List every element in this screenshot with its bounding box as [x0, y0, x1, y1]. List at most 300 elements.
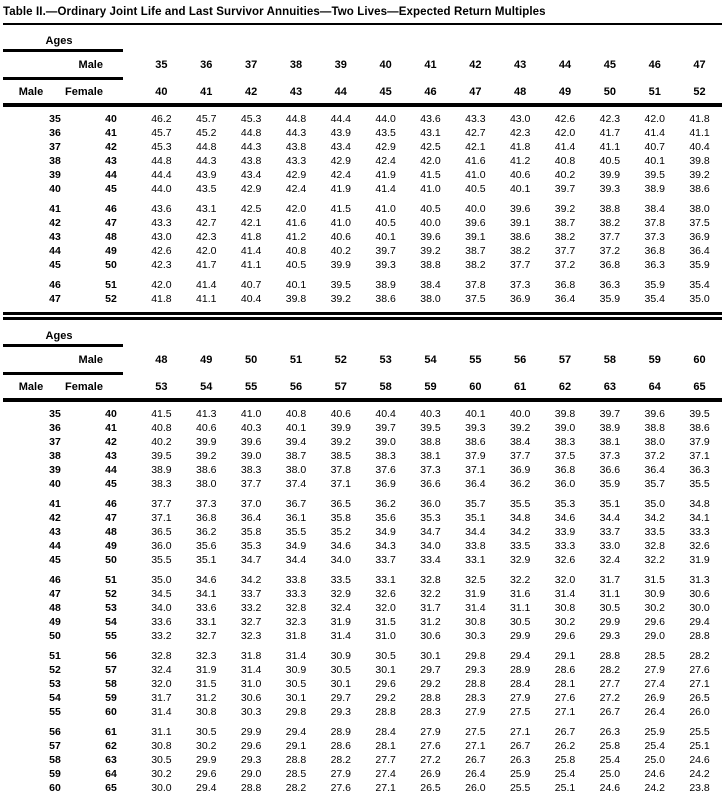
multiple-value-cell: 39.8: [689, 155, 710, 167]
multiple-value-cell: 31.0: [375, 630, 396, 642]
male-age-column-header: 42: [469, 58, 482, 71]
multiple-value-cell: 38.4: [644, 203, 665, 215]
multiple-value-cell: 35.9: [599, 293, 621, 305]
table-row: [3, 705, 722, 719]
multiple-value-cells: [139, 587, 722, 601]
female-age-cell: 48: [105, 231, 117, 243]
multiple-value-cell: 36.8: [554, 279, 576, 291]
multiple-value-cell: 31.4: [240, 664, 262, 676]
multiple-value-cell: 31.1: [151, 726, 172, 738]
multiple-value-cell: 41.0: [330, 217, 352, 229]
male-age-column-header: 45: [603, 58, 616, 71]
multiple-value-cell: 38.2: [465, 259, 486, 271]
multiple-value-cell: 33.1: [465, 554, 486, 566]
multiple-value-cell: 37.2: [644, 450, 665, 462]
multiple-value-cell: 28.3: [465, 692, 486, 704]
multiple-value-cell: 28.3: [420, 706, 441, 718]
multiple-value-cell: 39.6: [644, 408, 665, 420]
multiple-value-cell: 30.5: [375, 650, 396, 662]
female-column-label: Female: [65, 380, 103, 393]
female-ages-header-row: [3, 375, 722, 398]
multiple-value-cell: 25.4: [554, 768, 576, 780]
multiple-value-cell: 42.0: [420, 155, 441, 167]
multiple-value-cell: 35.0: [151, 574, 172, 586]
multiple-value-cell: 26.9: [420, 768, 441, 780]
multiple-value-cell: 30.0: [689, 602, 710, 614]
multiple-value-cell: 35.5: [689, 478, 710, 490]
multiple-value-cell: 26.7: [554, 726, 576, 738]
multiple-value-cell: 26.5: [689, 692, 710, 704]
female-age-cell: 41: [105, 127, 117, 139]
multiple-value-cell: 29.9: [196, 754, 217, 766]
multiple-value-cell: 29.3: [465, 664, 486, 676]
row-label-cells: [3, 292, 139, 306]
multiple-value-cell: 33.7: [240, 588, 262, 600]
multiple-value-cell: 27.2: [420, 754, 441, 766]
male-age-column-header: 40: [379, 58, 392, 71]
row-label-cells: [3, 168, 139, 182]
multiple-value-cell: 24.2: [644, 782, 665, 794]
multiple-value-cell: 28.8: [375, 706, 396, 718]
multiple-value-cells: [139, 767, 722, 781]
multiple-value-cell: 26.0: [689, 706, 710, 718]
multiple-value-cell: 24.6: [644, 768, 665, 780]
multiple-value-cell: 39.7: [375, 245, 396, 257]
multiple-value-cell: 37.7: [151, 498, 172, 510]
multiple-value-cell: 31.3: [689, 574, 710, 586]
female-age-cell: 44: [105, 464, 117, 476]
female-age-cell: 52: [105, 293, 117, 305]
multiple-value-cell: 39.2: [509, 422, 531, 434]
table-row: [3, 407, 722, 421]
multiple-value-cell: 28.9: [330, 726, 352, 738]
multiple-value-cell: 32.4: [330, 602, 352, 614]
male-age-cell: 39: [49, 169, 61, 181]
table-row: [3, 587, 722, 601]
female-age-cell: 60: [105, 706, 117, 718]
multiple-value-cell: 34.4: [465, 526, 486, 538]
multiple-value-cell: 37.9: [689, 436, 710, 448]
multiple-value-cell: 40.0: [465, 203, 486, 215]
multiple-value-cell: 29.0: [644, 630, 665, 642]
female-age-cell: 54: [105, 616, 117, 628]
multiple-value-cell: 31.8: [240, 650, 262, 662]
row-label-cells: [3, 202, 139, 216]
multiple-value-cell: 29.7: [330, 692, 352, 704]
multiple-value-cell: 30.2: [554, 616, 576, 628]
multiple-value-cell: 39.9: [599, 169, 621, 181]
multiple-value-cell: 39.5: [151, 450, 172, 462]
row-label-cells: [3, 477, 139, 491]
multiple-value-cell: 39.6: [465, 217, 486, 229]
multiple-value-cell: 38.1: [420, 450, 441, 462]
multiple-value-cell: 37.1: [151, 512, 172, 524]
multiple-value-cell: 26.5: [420, 782, 441, 794]
multiple-value-cell: 44.4: [330, 113, 352, 125]
multiple-value-cell: 29.3: [240, 754, 262, 766]
multiple-value-cell: 35.4: [689, 279, 710, 291]
multiple-value-cell: 27.5: [465, 726, 486, 738]
male-age-cell: 60: [49, 782, 61, 794]
multiple-value-cell: 41.2: [285, 231, 307, 243]
multiple-value-cell: 37.3: [599, 450, 621, 462]
multiple-value-cell: 38.5: [330, 450, 352, 462]
row-label-cells: [3, 525, 139, 539]
multiple-value-cell: 39.2: [330, 293, 352, 305]
multiple-value-cell: 41.6: [465, 155, 486, 167]
multiple-value-cell: 30.0: [151, 782, 172, 794]
multiple-value-cell: 24.2: [689, 768, 710, 780]
multiple-value-cell: 36.3: [599, 279, 621, 291]
multiple-value-cell: 44.8: [151, 155, 172, 167]
male-age-column-header: 55: [469, 353, 482, 366]
multiple-value-cell: 41.7: [599, 127, 621, 139]
multiple-value-cell: 28.4: [375, 726, 396, 738]
multiple-value-cell: 30.9: [330, 650, 352, 662]
multiple-value-cell: 36.8: [554, 464, 576, 476]
female-age-column-header: 65: [693, 380, 706, 393]
multiple-value-cell: 35.8: [240, 526, 262, 538]
female-age-cell: 63: [105, 754, 117, 766]
multiple-value-cell: 34.1: [196, 588, 217, 600]
row-label-cells: [3, 753, 139, 767]
multiple-value-cell: 39.0: [375, 436, 396, 448]
multiple-value-cell: 28.1: [375, 740, 396, 752]
male-age-cell: 53: [49, 678, 61, 690]
table-row: [3, 463, 722, 477]
multiple-value-cell: 42.6: [554, 113, 576, 125]
table-row: [3, 182, 722, 196]
multiple-value-cell: 28.5: [644, 650, 665, 662]
multiple-value-cell: 45.7: [196, 113, 217, 125]
multiple-value-cell: 44.4: [151, 169, 172, 181]
multiple-value-cell: 40.8: [285, 245, 307, 257]
multiple-value-cell: 32.7: [196, 630, 217, 642]
multiple-value-cell: 36.3: [689, 464, 710, 476]
multiple-value-cell: 40.2: [554, 169, 576, 181]
male-age-cell: 46: [49, 574, 61, 586]
row-label-cells: [3, 230, 139, 244]
multiple-value-cell: 39.1: [465, 231, 486, 243]
multiple-value-cell: 32.3: [285, 616, 307, 628]
multiple-value-cells: [139, 463, 722, 477]
multiple-value-cell: 29.6: [375, 678, 396, 690]
multiple-value-cell: 41.1: [196, 293, 217, 305]
multiple-value-cell: 30.8: [554, 602, 576, 614]
multiple-value-cell: 40.0: [420, 217, 441, 229]
multiple-value-cell: 33.7: [375, 554, 396, 566]
multiple-value-cell: 38.6: [196, 464, 217, 476]
row-group: [3, 497, 722, 567]
multiple-value-cell: 30.3: [240, 706, 262, 718]
multiple-value-cell: 41.8: [240, 231, 262, 243]
multiple-value-cell: 34.2: [509, 526, 531, 538]
multiple-value-cells: [139, 573, 722, 587]
multiple-value-cell: 28.8: [689, 630, 710, 642]
multiple-value-cell: 45.3: [151, 141, 172, 153]
male-age-cell: 36: [49, 127, 61, 139]
multiple-value-cell: 39.8: [285, 293, 307, 305]
multiple-value-cell: 43.0: [509, 113, 531, 125]
multiple-value-cell: 42.0: [151, 279, 172, 291]
multiple-value-cell: 41.3: [196, 408, 217, 420]
row-label-cells: [3, 140, 139, 154]
multiple-value-cell: 30.5: [599, 602, 621, 614]
multiple-value-cell: 33.3: [554, 540, 576, 552]
female-age-column-header: 63: [603, 380, 616, 393]
multiple-value-cells: [139, 511, 722, 525]
multiple-value-cell: 28.6: [330, 740, 352, 752]
multiple-value-cell: 30.6: [689, 588, 710, 600]
male-ages-header-row: [3, 347, 722, 372]
multiple-value-cell: 37.8: [465, 279, 486, 291]
row-group: [3, 112, 722, 196]
multiple-value-cell: 40.8: [285, 408, 307, 420]
multiple-value-cell: 42.3: [151, 259, 172, 271]
female-age-cell: 49: [105, 540, 117, 552]
multiple-value-cell: 40.2: [151, 436, 172, 448]
multiple-value-cell: 28.8: [285, 754, 307, 766]
multiple-value-cell: 36.8: [196, 512, 217, 524]
multiple-value-cell: 23.8: [689, 782, 710, 794]
female-age-cell: 45: [105, 183, 117, 195]
row-label-cells: [3, 258, 139, 272]
table-row: [3, 168, 722, 182]
multiple-value-cell: 41.4: [375, 183, 396, 195]
multiple-value-cell: 31.4: [554, 588, 576, 600]
multiple-value-cell: 36.4: [554, 293, 576, 305]
multiple-value-cell: 32.9: [330, 588, 352, 600]
multiple-value-cell: 39.6: [509, 203, 531, 215]
multiple-value-cell: 29.6: [554, 630, 576, 642]
multiple-value-cell: 42.0: [644, 113, 665, 125]
multiple-value-cell: 38.6: [375, 293, 396, 305]
male-column-label: Male: [18, 380, 44, 393]
multiple-value-cell: 34.6: [196, 574, 217, 586]
multiple-value-cell: 32.8: [644, 540, 665, 552]
female-age-cell: 61: [105, 726, 117, 738]
female-age-cell: 53: [105, 602, 117, 614]
multiple-value-cell: 41.9: [375, 169, 396, 181]
multiple-value-cell: 33.6: [196, 602, 217, 614]
multiple-value-cells: [139, 539, 722, 553]
multiple-value-cell: 29.8: [285, 706, 307, 718]
multiple-value-cell: 35.6: [375, 512, 396, 524]
male-age-column-header: 56: [514, 353, 527, 366]
multiple-value-cell: 27.4: [375, 768, 396, 780]
multiple-value-cell: 39.9: [330, 259, 352, 271]
multiple-value-cell: 41.7: [196, 259, 217, 271]
multiple-value-cell: 40.8: [151, 422, 172, 434]
female-age-cell: 41: [105, 422, 117, 434]
male-age-cell: 52: [49, 664, 61, 676]
female-age-column-header: 47: [469, 85, 482, 98]
multiple-value-cell: 40.6: [509, 169, 531, 181]
male-age-cell: 48: [49, 602, 61, 614]
multiple-value-cell: 32.3: [240, 630, 262, 642]
row-label-cells: [3, 615, 139, 629]
multiple-value-cell: 27.6: [554, 692, 576, 704]
male-age-column-header: 59: [648, 353, 661, 366]
female-age-cell: 40: [105, 113, 117, 125]
multiple-value-cell: 29.4: [196, 782, 217, 794]
multiple-value-cell: 38.0: [689, 203, 710, 215]
male-age-column-header: 36: [200, 58, 213, 71]
male-age-cell: 46: [49, 279, 61, 291]
multiple-value-cell: 38.8: [599, 203, 621, 215]
male-age-column-header: 44: [558, 58, 572, 71]
multiple-value-cell: 29.3: [330, 706, 352, 718]
multiple-value-cell: 36.8: [599, 259, 621, 271]
multiple-value-cell: 28.4: [509, 678, 531, 690]
multiple-value-cell: 39.8: [554, 408, 576, 420]
multiple-value-cell: 42.7: [465, 127, 486, 139]
multiple-value-cell: 39.2: [689, 169, 710, 181]
multiple-value-cell: 29.4: [285, 726, 307, 738]
multiple-value-cell: 31.5: [644, 574, 665, 586]
multiple-value-cell: 31.9: [330, 616, 352, 628]
multiple-value-cell: 34.4: [285, 554, 307, 566]
multiple-value-cell: 42.9: [330, 155, 352, 167]
multiple-value-cell: 36.6: [420, 478, 441, 490]
multiple-value-cell: 42.9: [375, 141, 396, 153]
multiple-value-cell: 32.5: [465, 574, 486, 586]
multiple-value-cell: 43.6: [420, 113, 441, 125]
multiple-value-cell: 30.6: [420, 630, 441, 642]
multiple-value-cells: [139, 292, 722, 306]
multiple-value-cell: 34.6: [554, 512, 576, 524]
multiple-value-cell: 35.0: [689, 293, 710, 305]
female-age-cell: 46: [105, 203, 117, 215]
multiple-value-cell: 39.2: [554, 203, 576, 215]
table-row: [3, 421, 722, 435]
row-label-cells: [3, 629, 139, 643]
multiple-value-cell: 25.9: [644, 726, 665, 738]
multiple-value-cell: 32.3: [196, 650, 217, 662]
female-age-column-headers: [139, 86, 722, 98]
multiple-value-cell: 37.7: [554, 245, 576, 257]
multiple-value-cell: 39.3: [375, 259, 396, 271]
female-age-column-header: 43: [289, 85, 303, 98]
multiple-value-cell: 29.2: [375, 692, 396, 704]
multiple-value-cell: 32.0: [151, 678, 172, 690]
multiple-value-cell: 40.3: [240, 422, 262, 434]
table-row: [3, 573, 722, 587]
multiple-value-cell: 42.5: [420, 141, 441, 153]
multiple-value-cell: 40.4: [240, 293, 262, 305]
female-age-cell: 42: [105, 436, 117, 448]
male-age-cell: 36: [49, 422, 61, 434]
male-age-cell: 41: [49, 498, 61, 510]
multiple-value-cell: 38.9: [599, 422, 621, 434]
multiple-value-cell: 40.0: [509, 408, 531, 420]
multiple-value-cell: 29.8: [465, 650, 486, 662]
multiple-value-cell: 33.5: [330, 574, 352, 586]
multiple-value-cell: 33.1: [196, 616, 217, 628]
multiple-value-cell: 39.6: [240, 436, 262, 448]
multiple-value-cell: 30.5: [509, 616, 531, 628]
female-age-column-header: 58: [379, 380, 392, 393]
multiple-value-cell: 39.0: [240, 450, 262, 462]
multiple-value-cell: 36.9: [509, 293, 531, 305]
multiple-value-cell: 39.2: [196, 450, 217, 462]
multiple-value-cell: 27.1: [465, 740, 486, 752]
multiple-value-cell: 25.9: [509, 768, 531, 780]
male-age-cell: 44: [49, 245, 61, 257]
male-age-column-header: 41: [424, 58, 437, 71]
multiple-value-cell: 39.4: [285, 436, 307, 448]
multiple-value-cell: 36.8: [644, 245, 665, 257]
multiple-value-cells: [139, 154, 722, 168]
female-age-column-header: 40: [155, 85, 168, 98]
multiple-value-cell: 38.9: [644, 183, 665, 195]
multiple-value-cell: 31.9: [465, 588, 486, 600]
multiple-value-cell: 27.9: [465, 706, 486, 718]
multiple-value-cell: 28.8: [420, 692, 441, 704]
multiple-value-cells: [139, 739, 722, 753]
multiple-value-cell: 33.3: [689, 526, 710, 538]
multiple-value-cell: 25.1: [554, 782, 576, 794]
multiple-value-cell: 25.4: [599, 754, 621, 766]
female-age-column-header: 42: [244, 85, 258, 98]
multiple-value-cell: 31.4: [285, 650, 307, 662]
multiple-value-cell: 42.6: [151, 245, 172, 257]
multiple-value-cell: 27.1: [509, 726, 531, 738]
multiple-value-cells: [139, 230, 722, 244]
multiple-value-cells: [139, 449, 722, 463]
table-body: [3, 107, 722, 310]
multiple-value-cell: 37.3: [509, 279, 531, 291]
multiple-value-cell: 36.5: [330, 498, 352, 510]
male-ages-row-label: Male: [78, 58, 103, 71]
multiple-value-cells: [139, 112, 722, 126]
multiple-value-cell: 36.0: [554, 478, 576, 490]
multiple-value-cell: 31.2: [420, 616, 441, 628]
multiple-value-cell: 38.4: [420, 279, 441, 291]
male-age-column-header: 57: [558, 353, 572, 366]
multiple-value-cell: 41.8: [689, 113, 710, 125]
multiple-value-cell: 38.2: [554, 231, 576, 243]
male-ages-row-label: Male: [78, 353, 103, 366]
multiple-value-cell: 37.8: [330, 464, 352, 476]
multiple-value-cells: [139, 182, 722, 196]
table-row: [3, 435, 722, 449]
female-age-column-header: 48: [514, 85, 527, 98]
multiple-value-cell: 26.7: [465, 754, 486, 766]
multiple-value-cell: 35.6: [196, 540, 217, 552]
female-age-cell: 58: [105, 678, 117, 690]
male-age-cell: 55: [49, 706, 61, 718]
female-ages-header-row: [3, 80, 722, 103]
multiple-value-cell: 31.8: [285, 630, 307, 642]
multiple-value-cell: 27.9: [420, 726, 441, 738]
multiple-value-cell: 31.5: [375, 616, 396, 628]
female-age-cell: 47: [105, 217, 117, 229]
male-age-cell: 58: [49, 754, 61, 766]
table-row: [3, 553, 722, 567]
multiple-value-cell: 43.4: [330, 141, 352, 153]
multiple-value-cell: 27.7: [375, 754, 396, 766]
male-column-label: Male: [18, 85, 44, 98]
multiple-value-cell: 37.7: [240, 478, 262, 490]
table-row: [3, 615, 722, 629]
multiple-value-cell: 43.3: [285, 155, 307, 167]
multiple-value-cell: 40.8: [554, 155, 576, 167]
multiple-value-cell: 38.7: [285, 450, 307, 462]
row-label-columns: [3, 86, 139, 98]
multiple-value-cell: 32.8: [285, 602, 307, 614]
multiple-value-cells: [139, 126, 722, 140]
